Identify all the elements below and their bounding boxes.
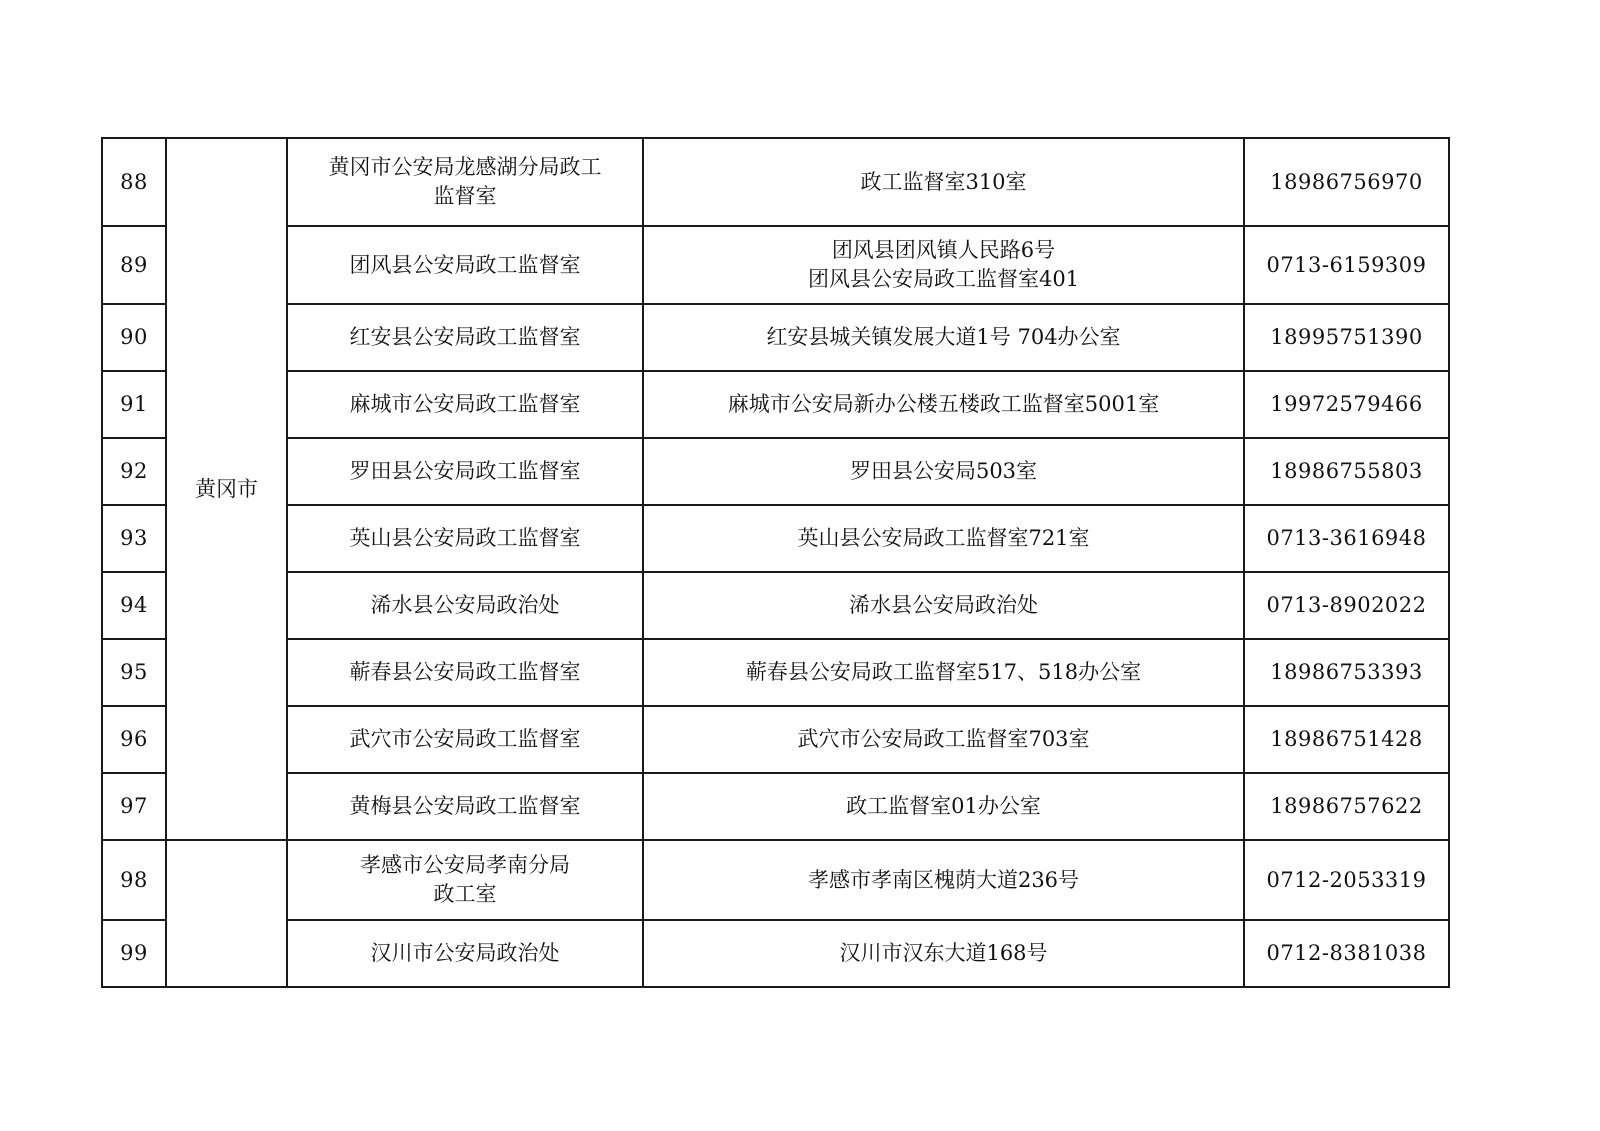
table-row (102, 572, 1449, 639)
table-row (102, 706, 1449, 773)
table-row (102, 840, 1449, 920)
address-cell: 罗田县公安局503室 (643, 438, 1244, 505)
row-number: 90 (102, 304, 166, 371)
table-row (102, 226, 1449, 304)
table-row (102, 639, 1449, 706)
row-number: 96 (102, 706, 166, 773)
address-cell: 英山县公安局政工监督室721室 (643, 505, 1244, 572)
unit-name-cell: 浠水县公安局政治处 (287, 572, 643, 639)
phone-cell: 0712-8381038 (1244, 920, 1449, 987)
address-cell: 浠水县公安局政治处 (643, 572, 1244, 639)
table-row (102, 773, 1449, 840)
phone-cell: 0713-3616948 (1244, 505, 1449, 572)
unit-name-line: 孝感市公安局孝南分局 (360, 853, 570, 877)
unit-name-cell: 汉川市公安局政治处 (287, 920, 643, 987)
table-row (102, 920, 1449, 987)
address-cell: 麻城市公安局新办公楼五楼政工监督室5001室 (643, 371, 1244, 438)
unit-name-cell: 英山县公安局政工监督室 (287, 505, 643, 572)
address-cell: 汉川市汉东大道168号 (643, 920, 1244, 987)
address-cell: 政工监督室01办公室 (643, 773, 1244, 840)
table-row (102, 371, 1449, 438)
row-number: 99 (102, 920, 166, 987)
phone-cell: 18986756970 (1244, 138, 1449, 226)
phone-cell: 0712-2053319 (1244, 840, 1449, 920)
unit-name-line: 团风县公安局政工监督室 (349, 252, 581, 277)
contact-table (101, 137, 1450, 988)
phone-cell: 0713-6159309 (1244, 226, 1449, 304)
phone-cell: 19972579466 (1244, 371, 1449, 438)
address-line: 团风县公安局政工监督室401 (807, 267, 1080, 291)
unit-name-cell (287, 226, 643, 304)
address-cell: 孝感市孝南区槐荫大道236号 (643, 840, 1244, 920)
row-number: 91 (102, 371, 166, 438)
unit-name-cell: 蕲春县公安局政工监督室 (287, 639, 643, 706)
unit-name-line: 监督室 (433, 184, 497, 208)
phone-cell: 18986757622 (1244, 773, 1449, 840)
row-number: 88 (102, 138, 166, 226)
phone-cell: 18986751428 (1244, 706, 1449, 773)
row-number: 97 (102, 773, 166, 840)
unit-name-cell: 罗田县公安局政工监督室 (287, 438, 643, 505)
unit-name-cell: 黄梅县公安局政工监督室 (287, 773, 643, 840)
phone-cell: 18986755803 (1244, 438, 1449, 505)
row-number: 93 (102, 505, 166, 572)
city-cell: 黄冈市 (166, 138, 287, 840)
phone-cell: 18986753393 (1244, 639, 1449, 706)
unit-name-cell (287, 840, 643, 920)
row-number: 94 (102, 572, 166, 639)
unit-name-cell: 麻城市公安局政工监督室 (287, 371, 643, 438)
row-number: 92 (102, 438, 166, 505)
table-row (102, 304, 1449, 371)
unit-name-line: 政工室 (433, 882, 497, 906)
table-row (102, 138, 1449, 226)
address-cell (643, 138, 1244, 226)
address-line: 政工监督室310室 (860, 169, 1027, 194)
address-line: 团风县团风镇人民路6号 (831, 238, 1056, 262)
row-number: 98 (102, 840, 166, 920)
address-cell: 武穴市公安局政工监督室703室 (643, 706, 1244, 773)
unit-name-cell: 红安县公安局政工监督室 (287, 304, 643, 371)
address-cell: 红安县城关镇发展大道1号 704办公室 (643, 304, 1244, 371)
row-number: 95 (102, 639, 166, 706)
unit-name-cell (287, 138, 643, 226)
unit-name-line: 黄冈市公安局龙感湖分局政工 (328, 155, 602, 179)
phone-cell: 0713-8902022 (1244, 572, 1449, 639)
table-row (102, 438, 1449, 505)
table-row (102, 505, 1449, 572)
address-cell: 蕲春县公安局政工监督室517、518办公室 (643, 639, 1244, 706)
unit-name-cell: 武穴市公安局政工监督室 (287, 706, 643, 773)
address-cell (643, 226, 1244, 304)
phone-cell: 18995751390 (1244, 304, 1449, 371)
city-cell (166, 840, 287, 987)
row-number: 89 (102, 226, 166, 304)
